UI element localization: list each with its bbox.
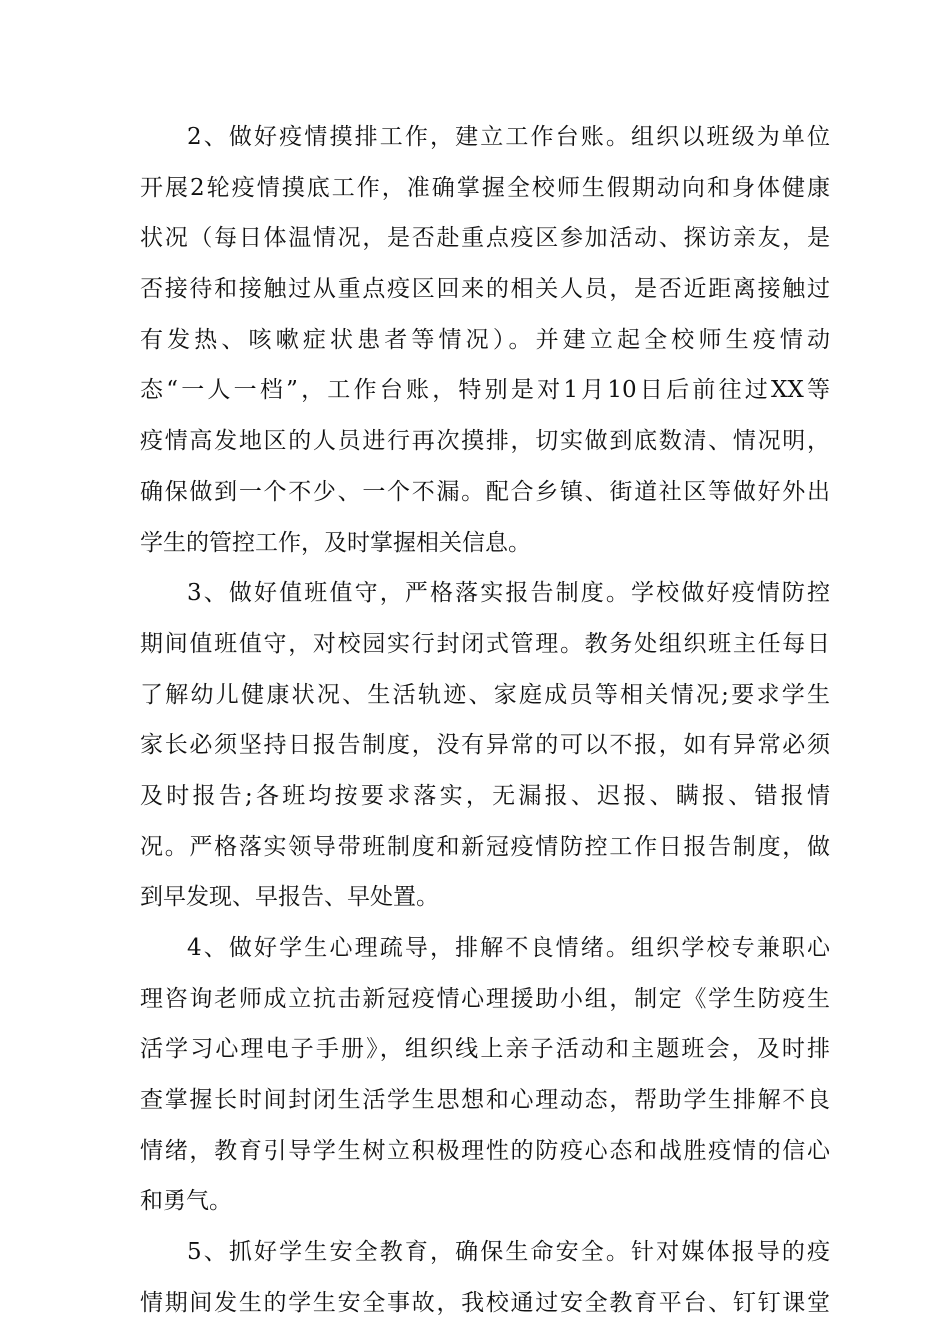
paragraph-line: 到早发现、早报告、早处置。: [140, 884, 439, 911]
paragraph-line: 2、做好疫情摸排工作，建立工作台账。组织以班级为单位: [187, 124, 830, 150]
paragraph-line: 态“一人一档”，工作台账，特别是对1月10日后前往过XX等: [140, 377, 830, 404]
paragraph-line: 查掌握长时间封闭生活学生思想和心理动态，帮助学生排解不良: [140, 1087, 830, 1114]
paragraph-line: 期间值班值守，对校园实行封闭式管理。教务处组织班主任每日: [140, 630, 830, 657]
paragraph-line: 了解幼儿健康状况、生活轨迹、家庭成员等相关情况;要求学生: [140, 681, 830, 708]
paragraph-line: 4、做好学生心理疏导，排解不良情绪。组织学校专兼职心: [187, 935, 830, 961]
paragraph-line: 开展2轮疫情摸底工作，准确掌握全校师生假期动向和身体健康: [140, 174, 830, 201]
paragraph-line: 理咨询老师成立抗击新冠疫情心理援助小组，制定《学生防疫生: [140, 985, 830, 1012]
paragraph-line: 家长必须坚持日报告制度，没有异常的可以不报，如有异常必须: [140, 732, 830, 759]
paragraph-line: 否接待和接触过从重点疫区回来的相关人员，是否近距离接触过: [140, 276, 830, 303]
paragraph-line: 确保做到一个不少、一个不漏。配合乡镇、街道社区等做好外出: [140, 478, 830, 505]
paragraph-3-duty-reporting: [140, 568, 830, 923]
paragraph-line: 学生的管控工作，及时掌握相关信息。: [140, 529, 531, 556]
paragraph-line: 5、抓好学生安全教育，确保生命安全。针对媒体报导的疫: [187, 1239, 830, 1266]
paragraph-5-safety-education: [140, 1227, 830, 1328]
paragraph-line: 况。严格落实领导带班制度和新冠疫情防控工作日报告制度，做: [140, 833, 830, 860]
paragraph-line: 有发热、咳嗽症状患者等情况）。并建立起全校师生疫情动: [140, 326, 830, 353]
paragraph-line: 及时报告;各班均按要求落实，无漏报、迟报、瞒报、错报情: [140, 782, 830, 809]
paragraph-2-epidemic-survey: [140, 112, 830, 568]
paragraph-line: 疫情高发地区的人员进行再次摸排，切实做到底数清、情况明，: [140, 428, 830, 455]
document-body: [140, 112, 830, 1329]
paragraph-line: 情绪，教育引导学生树立积极理性的防疫心态和战胜疫情的信心: [140, 1137, 830, 1164]
paragraph-line: 情期间发生的学生安全事故，我校通过安全教育平台、钉钉课堂: [140, 1289, 830, 1316]
paragraph-line: 3、做好值班值守，严格落实报告制度。学校做好疫情防控: [187, 580, 830, 607]
paragraph-line: 活学习心理电子手册》，组织线上亲子活动和主题班会，及时排: [140, 1036, 830, 1063]
paragraph-line: 状况（每日体温情况，是否赴重点疫区参加活动、探访亲友，是: [140, 225, 830, 252]
paragraph-4-psychological-counseling: [140, 923, 830, 1227]
paragraph-line: 和勇气。: [140, 1188, 232, 1215]
